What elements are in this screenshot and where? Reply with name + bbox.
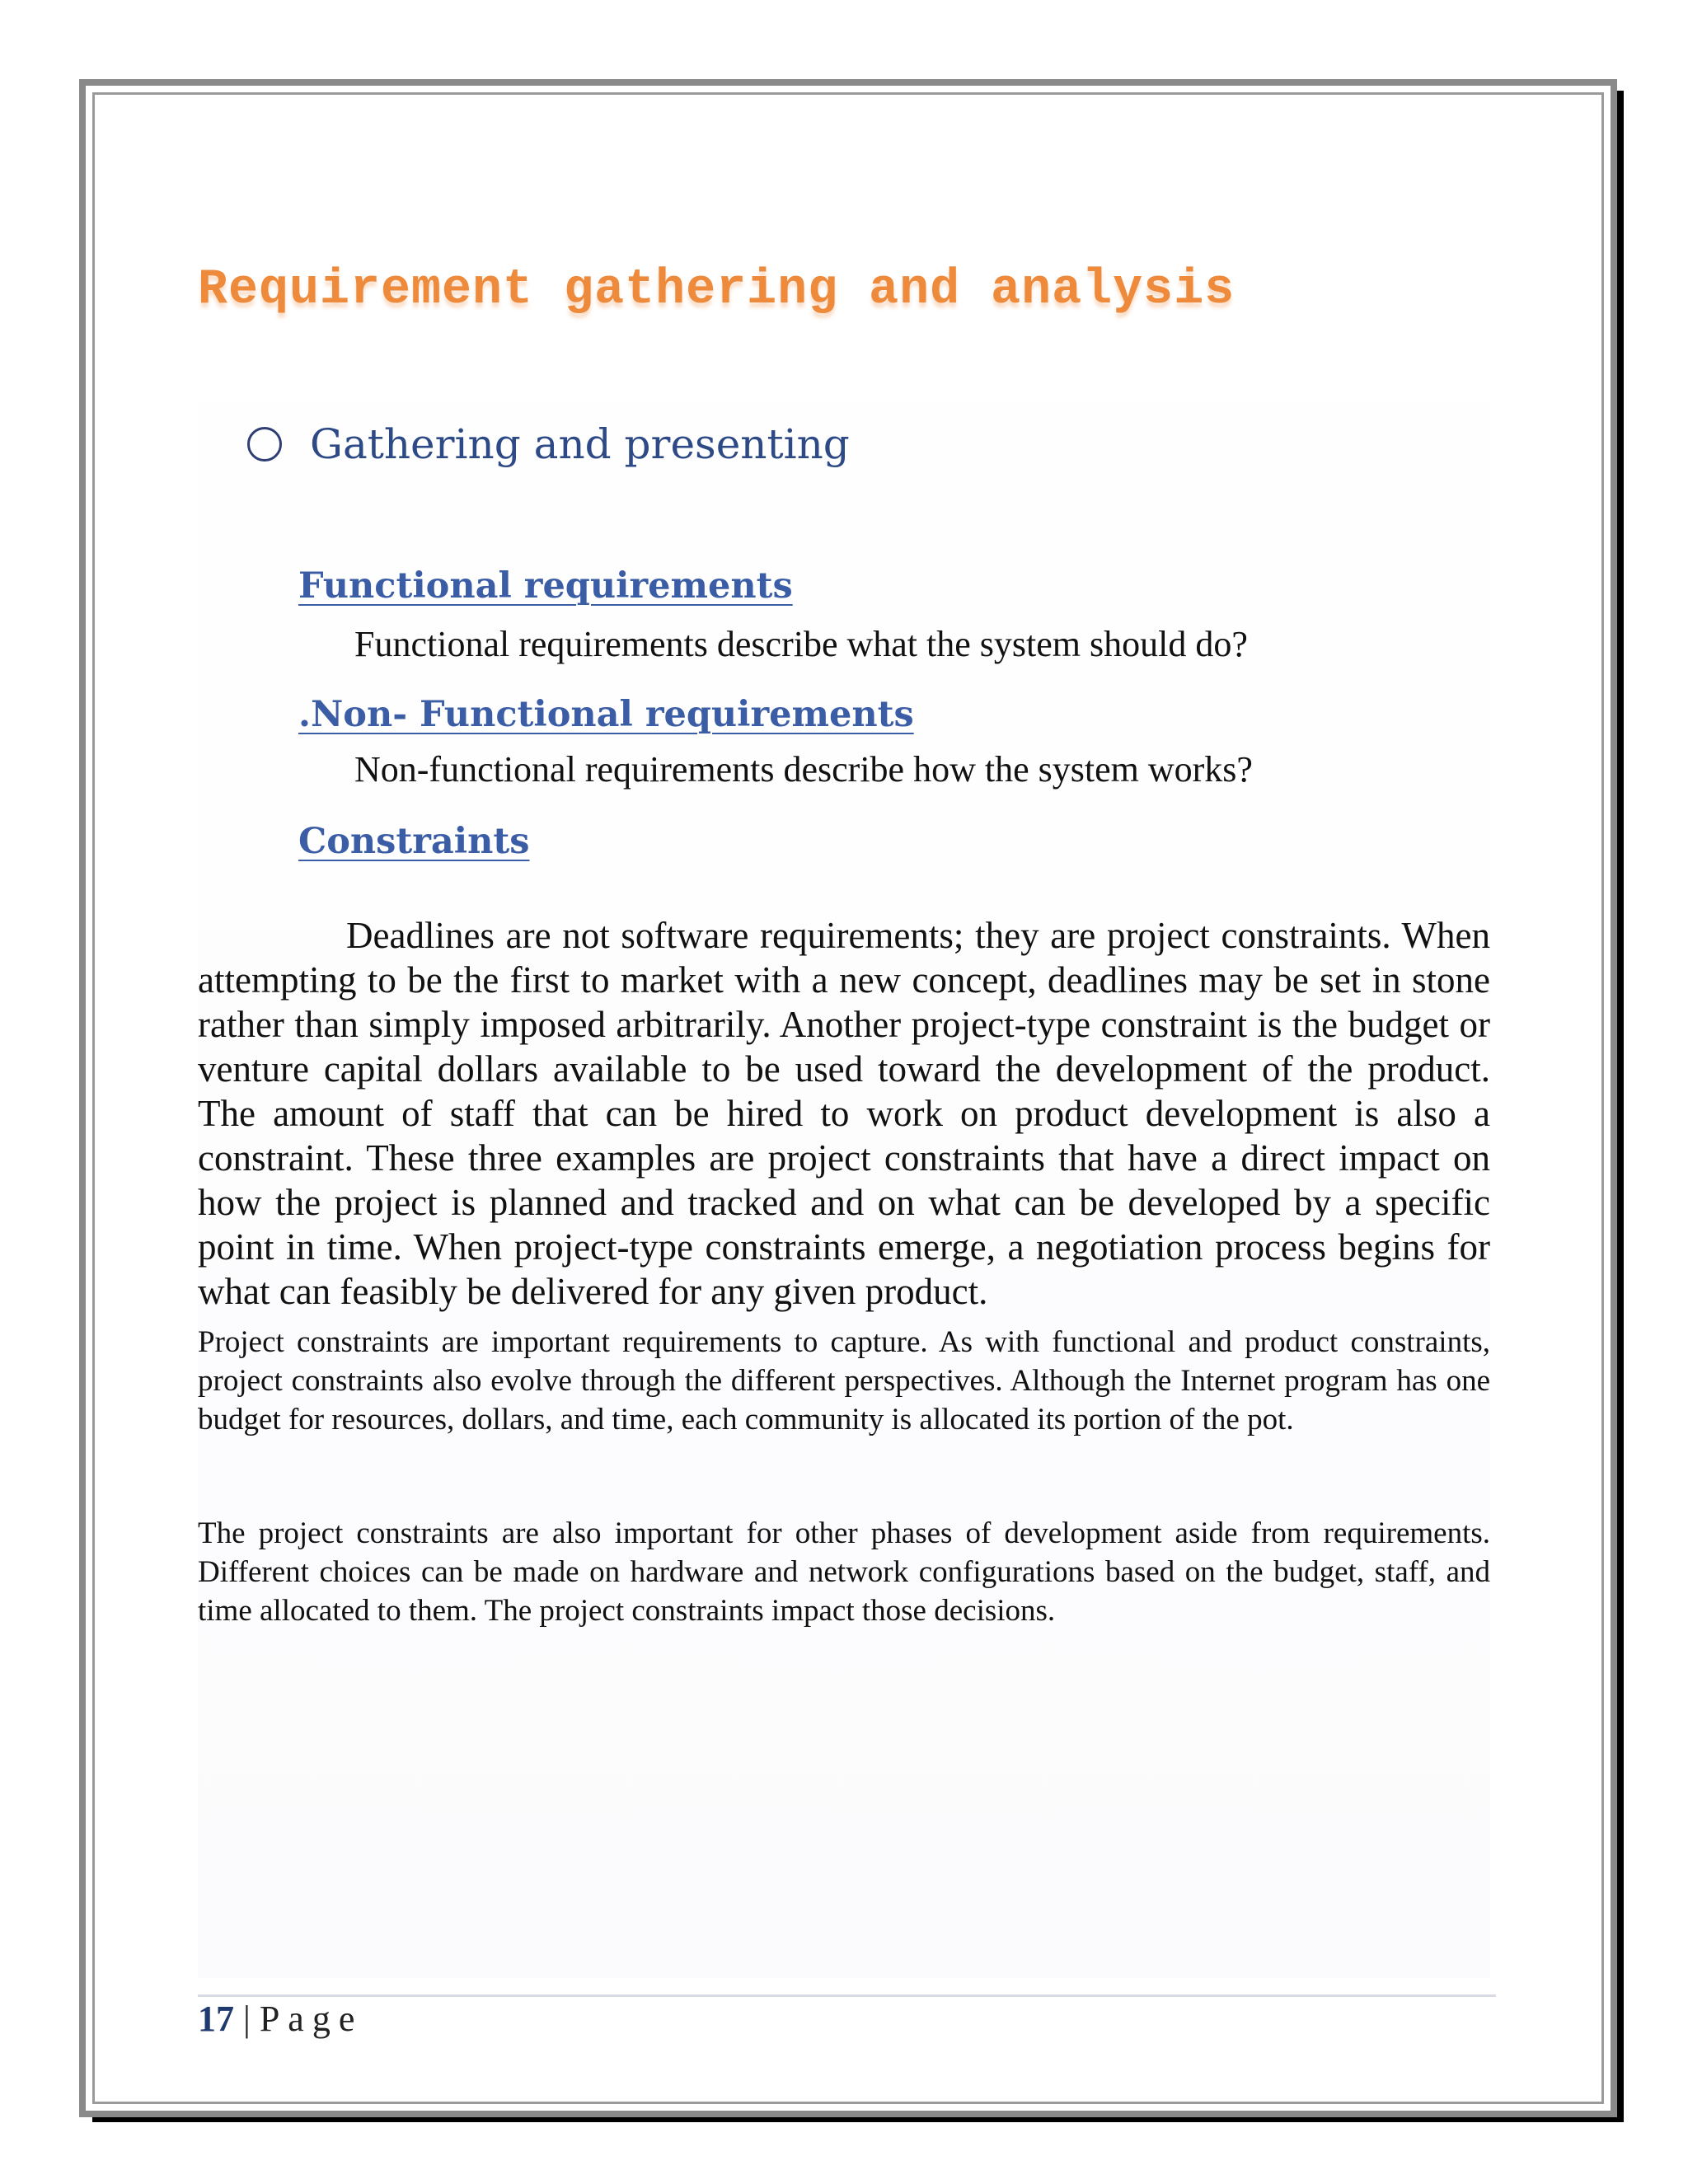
constraints-paragraph-3: The project constraints are also important for other phases of development aside from requirements. Different choices can be made on hardware and network configurations based on the budget, staff, and time allocated to them. The project constraints impact those decisions. bbox=[198, 1516, 1490, 1628]
constraints-paragraph-1: Deadlines are not software requirements; they are project constraints. When attempting to be the first to market with a new concept, deadlines may be set in stone rather than simply imposed arbitrarily. Another project-type constraint is the budget or venture capital dollars available to be used toward the development of the product. The amount of staff that can be hired to work on product development is also a constraint. These three examples are project constraints that have a direct impact on how the project is planned and tracked and on what can be developed by a specific point in time. When project-type constraints emerge, a negotiation process begins for what can feasibly be delivered for any given product. bbox=[198, 915, 1490, 1312]
footer-divider bbox=[198, 1994, 1496, 1997]
non-functional-requirements-description: Non-functional requirements describe how the system works? bbox=[354, 749, 1253, 790]
hollow-circle-bullet-icon bbox=[247, 427, 282, 462]
page-separator: | bbox=[243, 1999, 251, 2039]
page-title: Requirement gathering and analysis bbox=[198, 262, 1236, 318]
non-functional-requirements-heading: .Non- Functional requirements bbox=[298, 694, 914, 735]
page-footer bbox=[198, 1998, 363, 2040]
constraints-heading: Constraints bbox=[298, 821, 530, 862]
section-title: Gathering and presenting bbox=[310, 420, 850, 468]
functional-requirements-heading: Functional requirements bbox=[298, 565, 793, 607]
page-label: Page bbox=[259, 1999, 363, 2039]
constraints-paragraph-2: Project constraints are important requirements to capture. As with functional and product constraints, project constraints also evolve through the different perspectives. Although the Internet program has one budget for resources, dollars, and time, each community is allocated its portion of the pot. bbox=[198, 1325, 1490, 1436]
page-number: 17 bbox=[198, 1999, 234, 2039]
section-heading-row bbox=[247, 420, 850, 468]
functional-requirements-description: Functional requirements describe what the system should do? bbox=[354, 624, 1248, 664]
